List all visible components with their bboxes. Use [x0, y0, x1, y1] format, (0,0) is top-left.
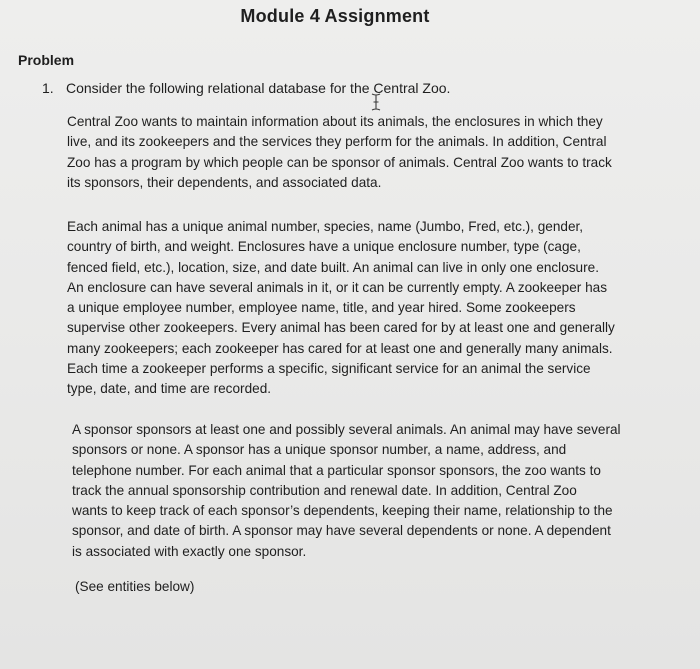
paragraph-line: its sponsors, their dependents, and associated data.: [67, 174, 382, 190]
text-cursor-icon: [370, 93, 382, 111]
question-number: 1.: [42, 80, 54, 96]
paragraph-line: Each time a zookeeper performs a specific, significant service for an animal the service: [67, 361, 591, 377]
paragraph-line: telephone number. For each animal that a particular sponsor sponsors, the zoo wants to: [72, 462, 601, 478]
paragraph-line: supervise other zookeepers. Every animal has been cared for by at least one and generally: [67, 320, 615, 336]
paragraph-line: a unique employee number, employee name, title, and year hired. Some zookeepers: [67, 300, 576, 316]
see-entities-note: (See entities below): [75, 579, 195, 594]
paragraph-line: Zoo has a program by which people can be sponsor of animals. Central Zoo wants to track: [67, 154, 612, 170]
paragraph-line: country of birth, and weight. Enclosures have a unique enclosure number, type (cage,: [67, 239, 581, 255]
paragraph-line: many zookeepers; each zookeeper has cared for at least one and generally many animals.: [67, 340, 613, 356]
paragraph-animals: [67, 217, 667, 400]
paragraph-line: fenced field, etc.), location, size, and date built. An animal can live in only one enclosure.: [67, 259, 599, 275]
paragraph-line: live, and its zookeepers and the services they perform for the animals. In addition, Central: [67, 134, 607, 150]
paragraph-intro: [67, 112, 667, 193]
document-title: Module 4 Assignment: [240, 6, 430, 26]
paragraph-line: sponsor, and date of birth. A sponsor may have several dependents or none. A dependent: [72, 523, 611, 539]
question-prompt: Consider the following relational database for the Central Zoo.: [66, 80, 451, 96]
paragraph-line: wants to keep track of each sponsor’s dependents, keeping their name, relationship to the: [72, 503, 613, 519]
paragraph-line: Each animal has a unique animal number, species, name (Jumbo, Fred, etc.), gender,: [67, 219, 584, 234]
paragraph-line: sponsors or none. A sponsor has a unique sponsor number, a name, address, and: [72, 442, 567, 458]
paragraph-line: is associated with exactly one sponsor.: [72, 543, 307, 559]
paragraph-line: type, date, and time are recorded.: [67, 381, 272, 397]
paragraph-line: A sponsor sponsors at least one and possibly several animals. An animal may have several: [72, 422, 621, 437]
paragraph-line: Central Zoo wants to maintain information about its animals, the enclosures in which they: [67, 114, 603, 129]
section-label: Problem: [18, 52, 75, 68]
paragraph-line: track the annual sponsorship contribution and renewal date. In addition, Central Zoo: [72, 482, 577, 498]
paragraph-line: An enclosure can have several animals in it, or it can be currently empty. A zookeeper has: [67, 279, 608, 295]
paragraph-sponsors: [72, 420, 672, 562]
